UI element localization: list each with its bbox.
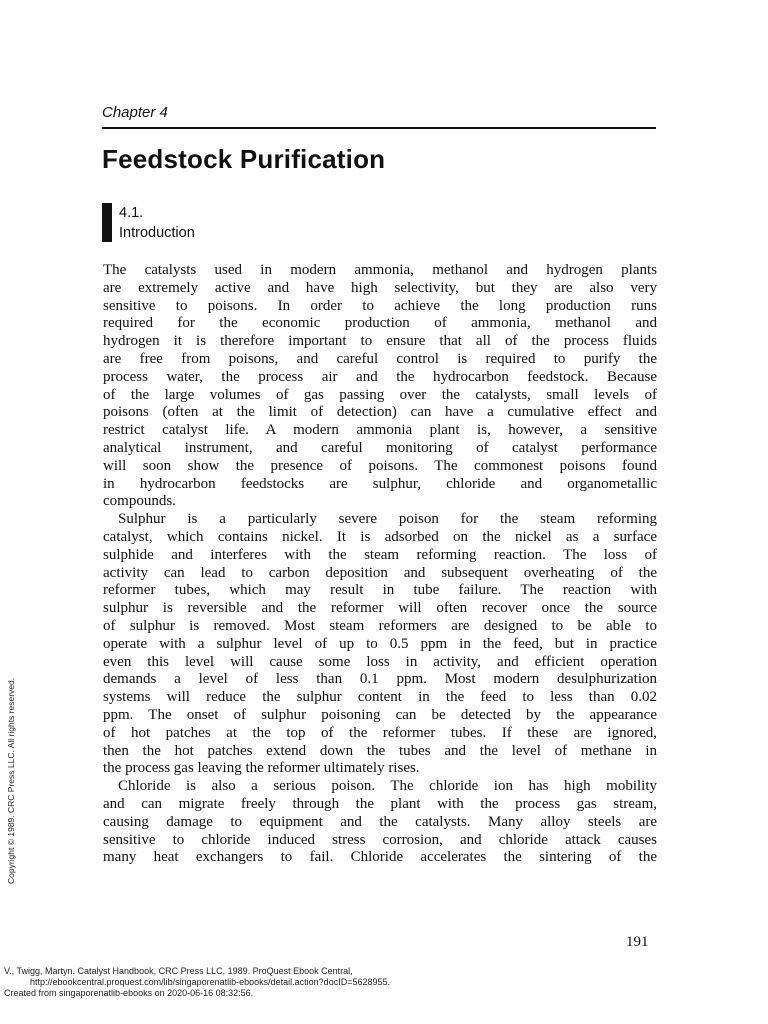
body-line: restrict catalyst life. A modern ammonia plant is, however, a sensitive bbox=[103, 422, 657, 439]
body-line: required for the economic production of ammonia, methanol and bbox=[103, 315, 657, 332]
body-text bbox=[103, 262, 657, 867]
citation-line: Created from singaporenatlib-ebooks on 2020-06-16 08:32:56. bbox=[4, 988, 254, 998]
citation-link[interactable]: http://ebookcentral.proquest.com/lib/singaporenatlib-ebooks/detail.action?docID=5628955. bbox=[30, 977, 390, 987]
body-line: are free from poisons, and careful control is required to purify the bbox=[103, 350, 657, 367]
body-line: catalyst, which contains nickel. It is adsorbed on the nickel as a surface bbox=[103, 528, 657, 545]
body-line: operate with a sulphur level of up to 0.5 ppm in the feed, but in practice bbox=[103, 635, 657, 652]
copyright-notice: Copyright © 1989. CRC Press LLC. All rights reserved. bbox=[6, 677, 16, 884]
body-line: hydrogen it is therefore important to ensure that all of the process fluids bbox=[103, 333, 657, 350]
body-line: Sulphur is a particularly severe poison for the steam reforming bbox=[103, 511, 657, 528]
body-line: Chloride is also a serious poison. The chloride ion has high mobility bbox=[103, 778, 657, 795]
body-line: analytical instrument, and careful monitoring of catalyst performance bbox=[103, 439, 657, 456]
body-line: The catalysts used in modern ammonia, methanol and hydrogen plants bbox=[103, 262, 657, 278]
citation-footer bbox=[4, 966, 390, 999]
body-line: and can migrate freely through the plant with the process gas stream, bbox=[103, 795, 657, 812]
section-title: Introduction bbox=[119, 225, 195, 241]
body-line: then the hot patches extend down the tubes and the level of methane in bbox=[103, 742, 657, 759]
body-line: sulphide and interferes with the steam reforming reaction. The loss of bbox=[103, 546, 657, 563]
body-line: poisons (often at the limit of detection) can have a cumulative effect and bbox=[103, 404, 657, 421]
body-line: sulphur is reversible and the reformer will often recover once the source bbox=[103, 600, 657, 617]
body-line: even this level will cause some loss in activity, and efficient operation bbox=[103, 653, 657, 670]
body-line: will soon show the presence of poisons. The commonest poisons found bbox=[103, 457, 657, 474]
chapter-label: Chapter 4 bbox=[102, 104, 168, 121]
body-line: in hydrocarbon feedstocks are sulphur, chloride and organometallic bbox=[103, 475, 657, 492]
body-line: of hot patches at the top of the reformer tubes. If these are ignored, bbox=[103, 724, 657, 741]
body-line: causing damage to equipment and the catalysts. Many alloy steels are bbox=[103, 813, 657, 830]
body-line: demands a level of less than 0.1 ppm. Most modern desulphurization bbox=[103, 671, 657, 688]
citation-line: V., Twigg, Martyn. Catalyst Handbook, CRC Press LLC, 1989. ProQuest Ebook Central, bbox=[4, 966, 353, 976]
body-line: process water, the process air and the hydrocarbon feedstock. Because bbox=[103, 368, 657, 385]
chapter-divider bbox=[102, 127, 656, 129]
body-line: of sulphur is removed. Most steam reformers are designed to be able to bbox=[103, 617, 657, 634]
body-line: activity can lead to carbon deposition and subsequent overheating of the bbox=[103, 564, 657, 581]
body-line: are extremely active and have high selectivity, but they are also very bbox=[103, 279, 657, 296]
body-line: sensitive to poisons. In order to achieve the long production runs bbox=[103, 297, 657, 314]
body-line: systems will reduce the sulphur content in the feed to less than 0.02 bbox=[103, 689, 657, 706]
body-line: reformer tubes, which may result in tube failure. The reaction with bbox=[103, 582, 657, 599]
body-line: compounds. bbox=[103, 493, 176, 510]
page-number: 191 bbox=[626, 934, 649, 950]
body-line: many heat exchangers to fail. Chloride accelerates the sintering of the bbox=[103, 849, 657, 866]
chapter-title: Feedstock Purification bbox=[102, 144, 386, 174]
body-line: of the large volumes of gas passing over the catalysts, small levels of bbox=[103, 386, 657, 403]
body-line: sensitive to chloride induced stress corrosion, and chloride attack causes bbox=[103, 831, 657, 848]
body-line: the process gas leaving the reformer ultimately rises. bbox=[103, 760, 420, 777]
section-number: 4.1. bbox=[119, 205, 144, 221]
section-marker-bar bbox=[102, 203, 112, 242]
body-line: ppm. The onset of sulphur poisoning can be detected by the appearance bbox=[103, 706, 657, 723]
